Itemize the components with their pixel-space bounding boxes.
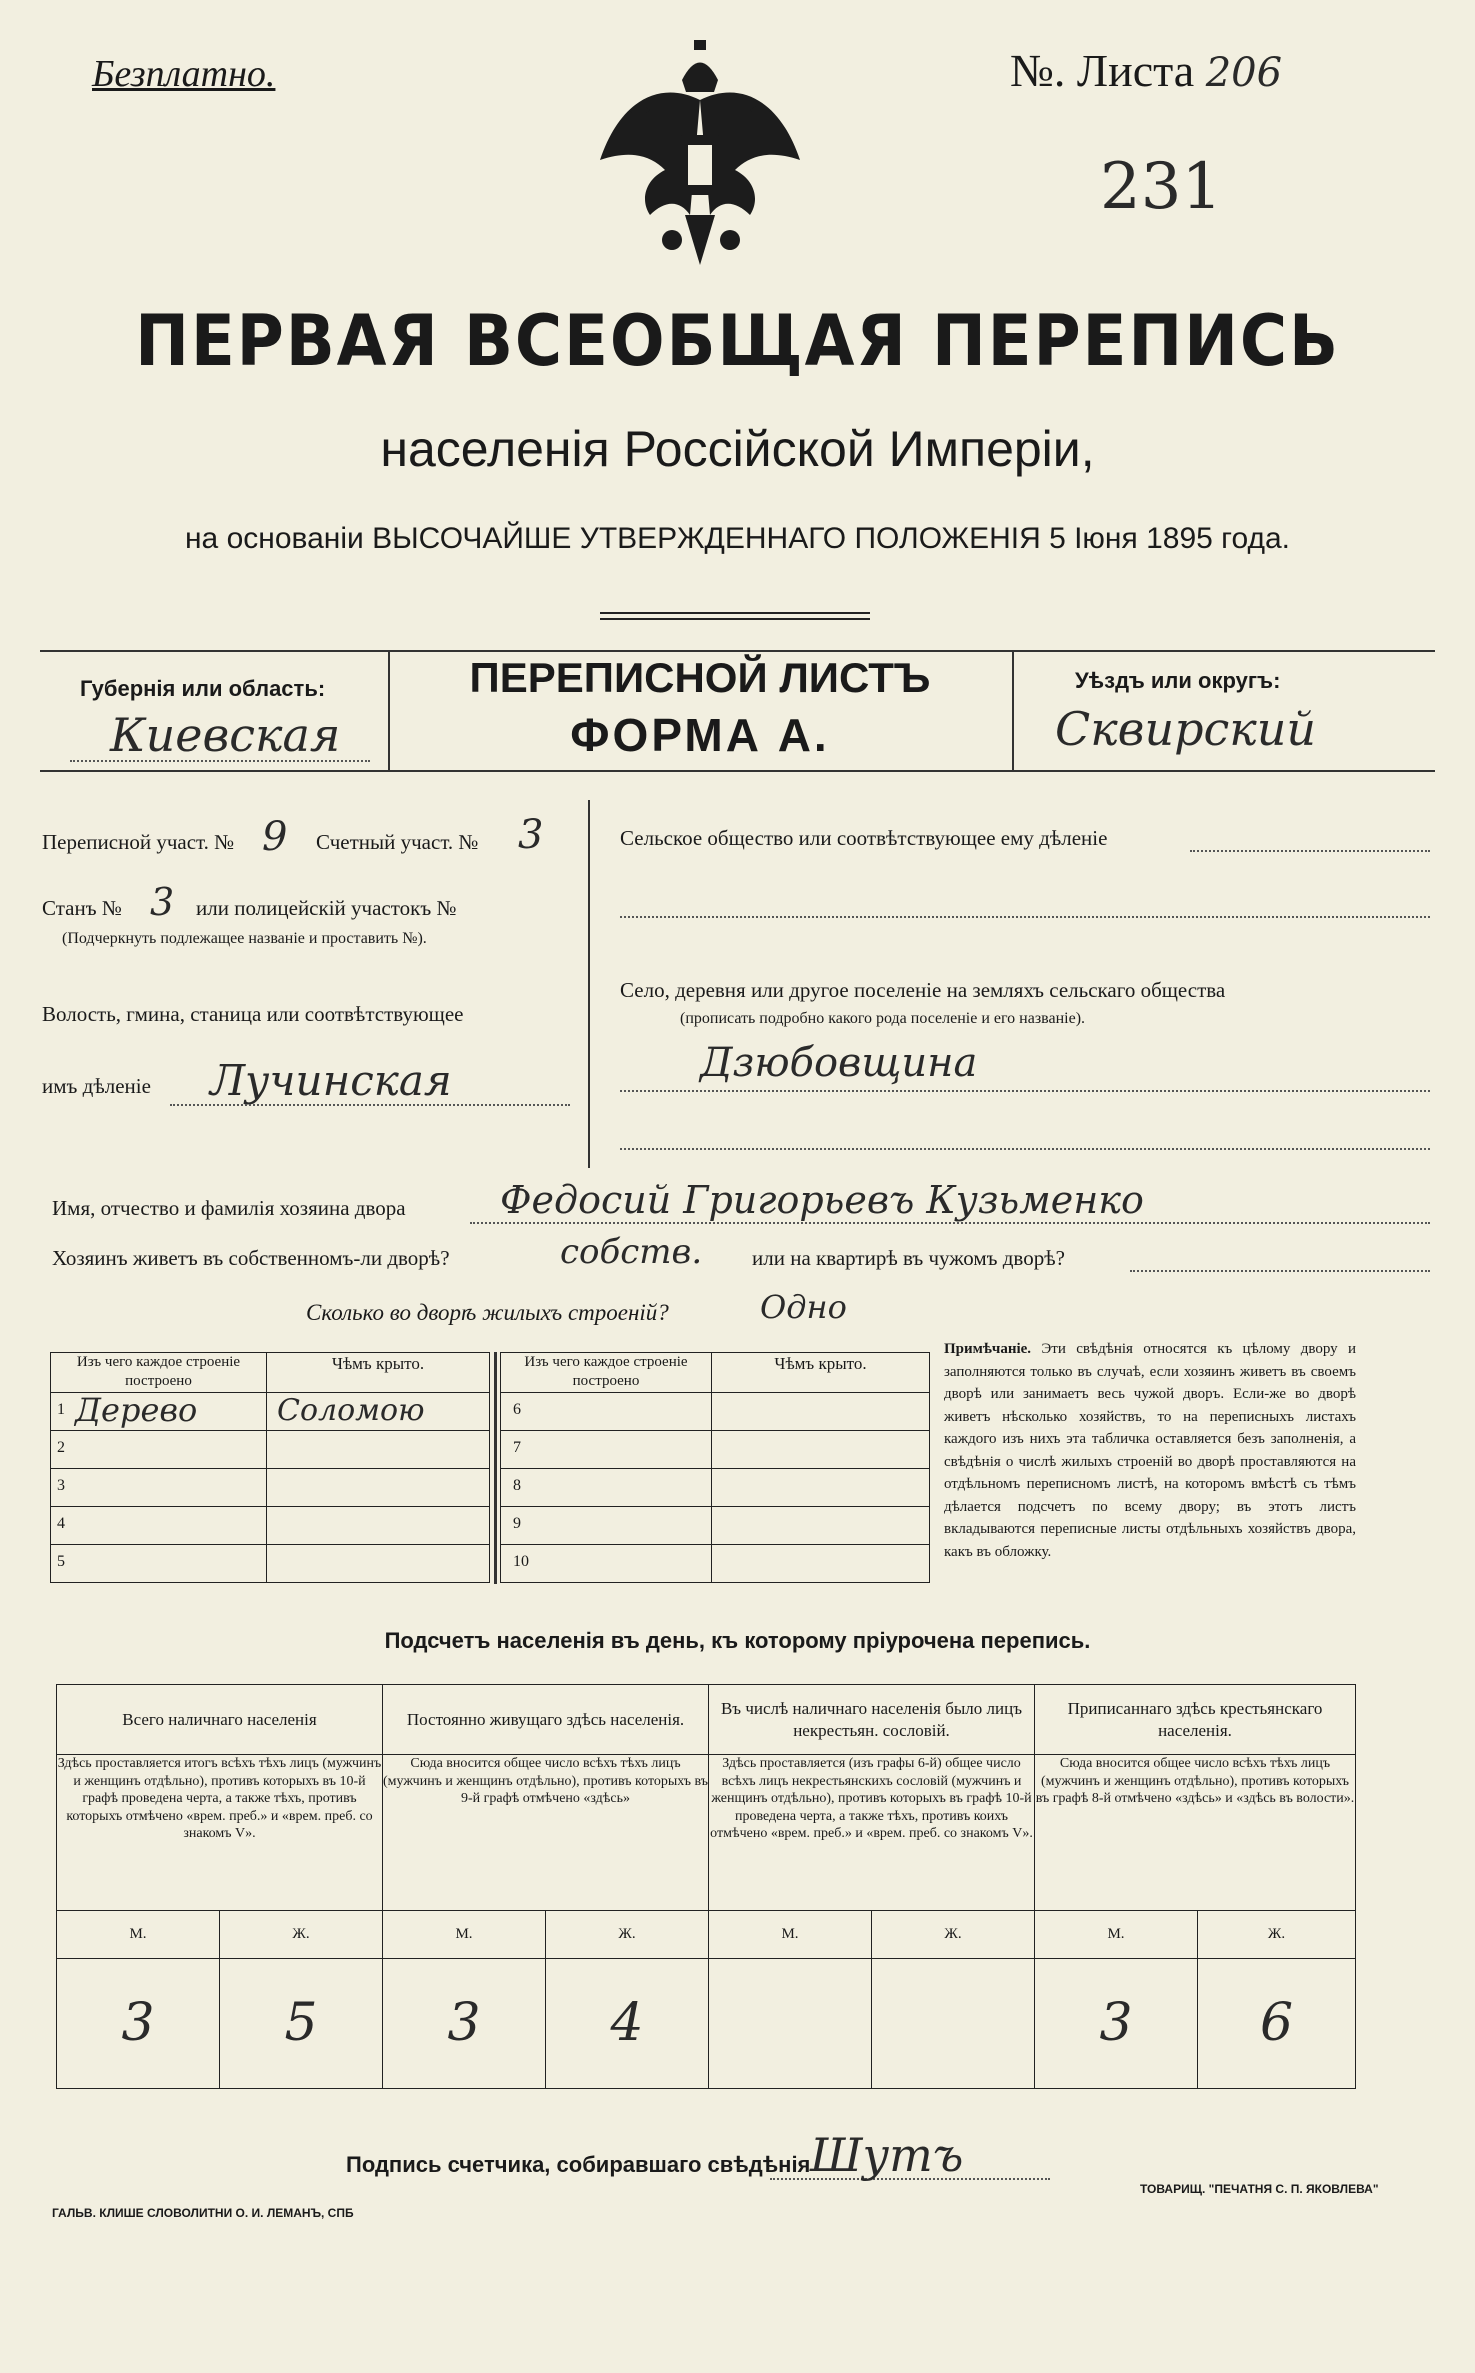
- owner-name-line: [470, 1222, 1430, 1224]
- row-number: 10: [513, 1553, 529, 1570]
- group-desc-total: Здѣсь проставляется итогъ всѣхъ тѣхъ лицъ (мужчинъ и женщинъ отдѣльно), противъ которыхъ въ 10-й графѣ проведена черта, а также тѣхъ, противъ которыхъ отмѣчено «врем. преб.» и «врем. преб. со знакомъ V».: [57, 1755, 383, 1911]
- buildings-label: Сколько во дворѣ жилыхъ строеній?: [306, 1300, 669, 1325]
- material-header-2: Изъ чего каждое строеніе построено: [501, 1353, 712, 1393]
- police-note: (Подчеркнуть подлежащее названіе и проставить №).: [62, 930, 427, 947]
- row-number: 9: [513, 1515, 521, 1532]
- buildings-value: Одно: [760, 1288, 847, 1326]
- form-title: ПЕРЕПИСНОЙ ЛИСТЪ: [469, 654, 931, 701]
- left-print-mark: ГАЛЬВ. КЛИШЕ СЛОВОЛИТНИ О. И. ЛЕМАНЪ, СПБ: [52, 2206, 354, 2220]
- rule-v2: [1012, 650, 1014, 770]
- right-print-mark: ТОВАРИЩ. "ПЕЧАТНЯ С. П. ЯКОВЛЕВА": [1140, 2182, 1379, 2196]
- nonpeasant-f-value: [872, 1959, 1035, 2089]
- village-note: (прописать подробно какого рода поселеніе и его названіе).: [680, 1010, 1086, 1027]
- row-number: 4: [57, 1515, 65, 1532]
- total-m-value: 3: [57, 1959, 220, 2089]
- population-heading: Подсчетъ населенія въ день, къ которому пріурочена перепись.: [384, 1628, 1091, 1653]
- group-desc-nonpeasant: Здѣсь проставляется (изъ графы 6-й) общее число всѣхъ лицъ некрестьянскихъ сословій (мужчинъ и женщинъ отдѣльно), противъ которыхъ въ графѣ 10-й проведена черта, а также тѣхъ, противъ коихъ отмѣчено «врем. преб.» и «врем. преб. со знакомъ V».: [709, 1755, 1035, 1911]
- owner-name-value: Федосий Григорьевъ Кузьменко: [500, 1178, 1144, 1222]
- gubernia-label: Губернія или область:: [80, 676, 326, 701]
- row-number: 8: [513, 1477, 521, 1494]
- m-header: М.: [1035, 1911, 1198, 1959]
- uezd-value: Сквирский: [1055, 702, 1316, 756]
- group-title-registered: Приписаннаго здѣсь крестьянскаго населенія.: [1035, 1685, 1356, 1755]
- gubernia-value: Киевская: [110, 708, 341, 762]
- f-header: Ж.: [546, 1911, 709, 1959]
- gubernia-line: [70, 760, 370, 762]
- society-line-2: [620, 916, 1430, 918]
- owner-lives-label: Хозяинъ живетъ въ собственномъ-ли дворѣ?: [52, 1246, 450, 1270]
- stan-value: 3: [150, 880, 175, 924]
- total-f-value: 5: [220, 1959, 383, 2089]
- ornament-divider: [600, 612, 870, 620]
- signature-label: Подпись счетчика, собиравшаго свѣдѣнія: [346, 2152, 811, 2177]
- group-desc-permanent: Сюда вносится общее число всѣхъ тѣхъ лицъ (мужчинъ и женщинъ отдѣльно), противъ которыхъ въ 9-й графѣ отмѣчено «здѣсь»: [383, 1755, 709, 1911]
- f-header: Ж.: [872, 1911, 1035, 1959]
- volost-line: [170, 1104, 570, 1106]
- society-line: [1190, 850, 1430, 852]
- note-title: Примѣчаніе.: [944, 1341, 1032, 1357]
- free-label: Безплатно.: [92, 53, 276, 95]
- rule-top: [40, 650, 1435, 652]
- registered-f-value: 6: [1198, 1959, 1356, 2089]
- buildings-table-left: [50, 1352, 490, 1583]
- table-double-line: [494, 1352, 497, 1584]
- count-section-value: 3: [518, 812, 544, 858]
- permanent-f-value: 4: [546, 1959, 709, 2089]
- uezd-label: Уѣздъ или округъ:: [1075, 668, 1281, 693]
- roof-header: Чѣмъ крыто.: [267, 1353, 490, 1393]
- note-block: [944, 1338, 1356, 1563]
- subtitle: населенія Россійской Имперіи,: [380, 421, 1095, 477]
- count-section-label: Счетный участ. №: [316, 830, 479, 854]
- volost-value: Лучинская: [210, 1056, 452, 1105]
- society-label: Сельское общество или соотвѣтствующее ему дѣленіе: [620, 826, 1108, 850]
- row-number: 5: [57, 1553, 65, 1570]
- decree-line: на основаніи ВЫСОЧАЙШЕ УТВЕРЖДЕННАГО ПОЛОЖЕНІЯ 5 Іюня 1895 года.: [184, 522, 1290, 555]
- imperial-eagle-emblem: [590, 40, 810, 280]
- m-header: М.: [57, 1911, 220, 1959]
- group-title-nonpeasant: Въ числѣ наличнаго населенія было лицъ некрестьян. сословій.: [709, 1685, 1035, 1755]
- main-title: ПЕРВАЯ ВСЕОБЩАЯ ПЕРЕПИСЬ: [135, 300, 1340, 382]
- row-number: 2: [57, 1439, 65, 1456]
- f-header: Ж.: [220, 1911, 383, 1959]
- m-header: М.: [383, 1911, 546, 1959]
- note-text: Эти свѣдѣнія относятся къ цѣлому двору и заполняются только въ случаѣ, если хозяинъ живетъ въ своемъ дворѣ или занимаетъ весь чужой дворъ. Если-же во дворѣ живетъ нѣсколько хозяйствъ, то на переписныхъ листахъ каждого изъ нихъ эта табличка оставляется безъ заполненія, а свѣдѣнія о числѣ жилыхъ строеній во дворѣ проставляются на отдѣльномъ переписномъ листѣ, на которомъ вмѣстѣ съ тѣмъ дѣлается подсчетъ по всему двору; въ этотъ листъ вкладываются переписные листы отдѣльныхъ хозяйствъ двора, какъ въ обложку.: [944, 1341, 1357, 1560]
- police-label: или полицейскій участокъ №: [196, 896, 457, 920]
- permanent-m-value: 3: [383, 1959, 546, 2089]
- village-line-2: [620, 1148, 1430, 1150]
- signature-value: Шутъ: [810, 2128, 964, 2182]
- owner-lives-value: собств.: [560, 1232, 703, 1272]
- row-material: Дерево: [75, 1391, 198, 1429]
- f-header: Ж.: [1198, 1911, 1356, 1959]
- stan-label: Станъ №: [42, 896, 122, 920]
- rule-bottom: [40, 770, 1435, 772]
- row-number: 3: [57, 1477, 65, 1494]
- handwritten-number: 231: [1100, 150, 1223, 224]
- volost-label: Волость, гмина, станица или соотвѣтствующее: [42, 1002, 464, 1026]
- census-section-label: Переписной участ. №: [42, 830, 235, 854]
- group-title-permanent: Постоянно живущаго здѣсь населенія.: [383, 1685, 709, 1755]
- population-table: [56, 1684, 1356, 2089]
- sheet-number-label: №. Листа: [1010, 45, 1195, 96]
- owner-or-label: или на квартирѣ въ чужомъ дворѣ?: [752, 1246, 1065, 1270]
- village-line: [620, 1090, 1430, 1092]
- volost-label-2: имъ дѣленіе: [42, 1074, 151, 1098]
- village-value: Дзюбовщина: [700, 1040, 978, 1086]
- buildings-table-right: [500, 1352, 930, 1583]
- material-header: Изъ чего каждое строеніе построено: [51, 1353, 267, 1393]
- owner-or-line: [1130, 1270, 1430, 1272]
- row-number: 7: [513, 1439, 521, 1456]
- row-number: 6: [513, 1401, 521, 1418]
- roof-header-2: Чѣмъ крыто.: [712, 1353, 930, 1393]
- census-section-value: 9: [262, 814, 288, 860]
- row-roof: Соломою: [277, 1393, 425, 1428]
- form-subtitle: ФОРМА А.: [570, 709, 830, 761]
- village-label: Село, деревня или другое поселеніе на земляхъ сельскаго общества: [620, 978, 1226, 1002]
- nonpeasant-m-value: [709, 1959, 872, 2089]
- fields-divider: [588, 800, 590, 1168]
- registered-m-value: 3: [1035, 1959, 1198, 2089]
- sheet-number-value: 206: [1205, 50, 1283, 96]
- sheet-number: [1010, 44, 1282, 97]
- group-desc-registered: Сюда вносится общее число всѣхъ тѣхъ лицъ (мужчинъ и женщинъ отдѣльно), противъ которыхъ въ графѣ 8-й отмѣчено «здѣсь» и «здѣсь въ волости».: [1035, 1755, 1356, 1911]
- m-header: М.: [709, 1911, 872, 1959]
- owner-name-label: Имя, отчество и фамилія хозяина двора: [52, 1196, 406, 1220]
- group-title-total: Всего наличнаго населенія: [57, 1685, 383, 1755]
- row-number: 1: [57, 1401, 65, 1418]
